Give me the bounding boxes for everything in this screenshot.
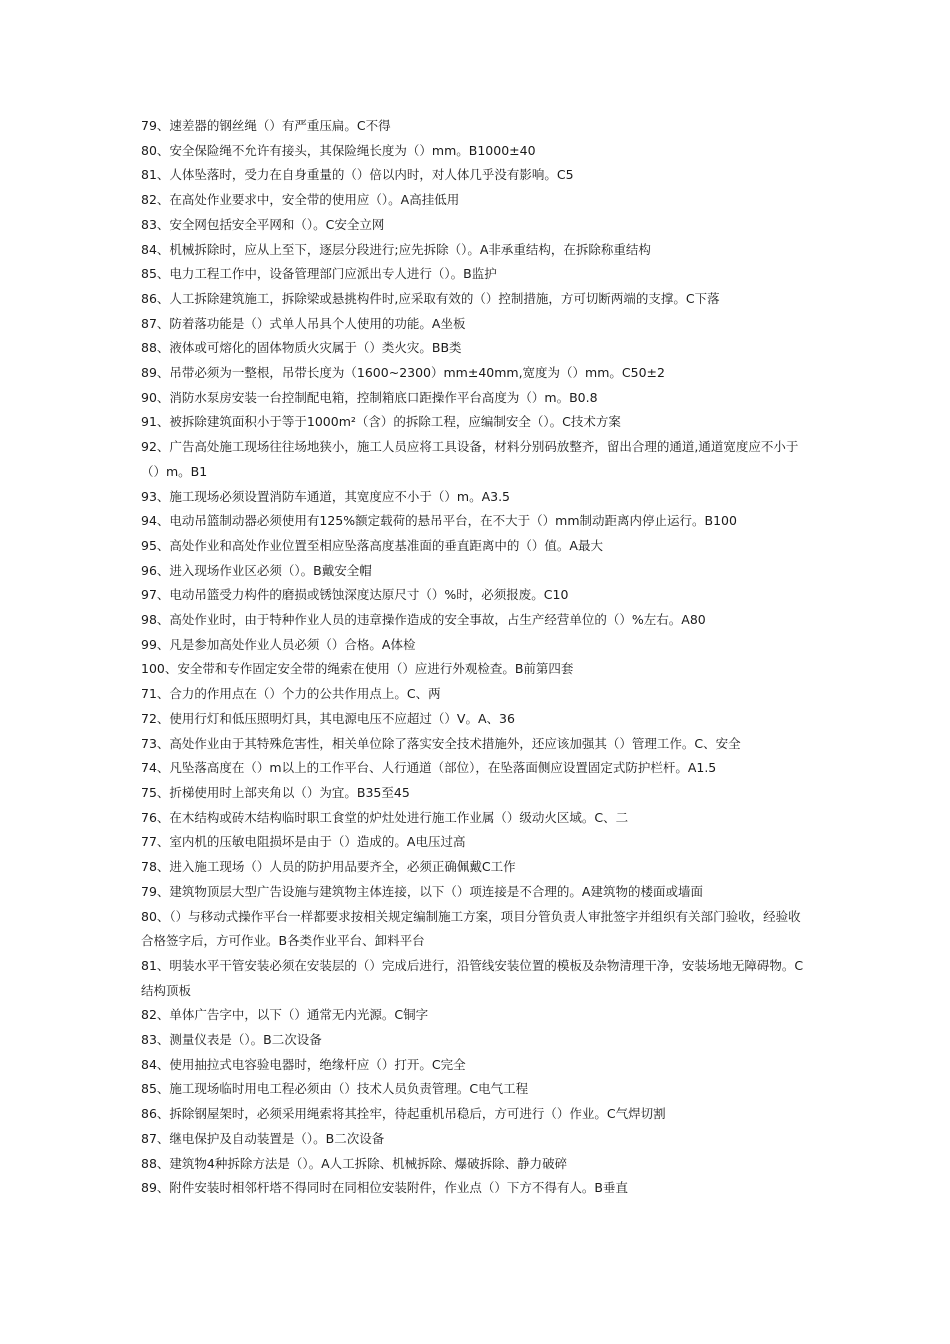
question-line: 91、被拆除建筑面积小于等于1000m²（含）的拆除工程，应编制安全（）。C技术方案 — [141, 414, 621, 430]
question-line: 84、使用抽拉式电容验电器时，绝缘杆应（）打开。C完全 — [141, 1056, 466, 1072]
question-line: 95、高处作业和高处作业位置至相应坠落高度基准面的垂直距离中的（）值。A最大 — [141, 537, 603, 553]
question-line: 87、继电保护及自动装置是（）。B二次设备 — [141, 1130, 385, 1146]
question-line: 84、机械拆除时，应从上至下，逐层分段进行;应先拆除（）。A非承重结构，在拆除称重结构 — [141, 241, 651, 257]
question-line: 87、防着落功能是（）式单人吊具个人使用的功能。A坐板 — [141, 315, 466, 331]
question-line: 96、进入现场作业区必须（）。B戴安全帽 — [141, 562, 372, 578]
question-line: 74、凡坠落高度在（）m以上的工作平台、人行通道（部位），在坠落面侧应设置固定式防护栏杆。A1.5 — [141, 760, 717, 776]
question-line: 76、在木结构或砖木结构临时职工食堂的炉灶处进行施工作业属（）级动火区域。C、二 — [141, 809, 629, 825]
question-line: 98、高处作业时，由于特种作业人员的违章操作造成的安全事故，占生产经营单位的（）%左右。A80 — [141, 612, 706, 628]
question-line: 88、液体或可熔化的固体物质火灾属于（）类火灾。BB类 — [141, 340, 462, 356]
question-line: 97、电动吊篮受力构件的磨损或锈蚀深度达原尺寸（）%时，必须报废。C10 — [141, 587, 569, 603]
question-line: 85、电力工程工作中，设备管理部门应派出专人进行（）。B监护 — [141, 266, 497, 282]
question-line: 79、速差器的钢丝绳（）有严重压扁。C不得 — [141, 118, 391, 133]
question-line: 90、消防水泵房安装一台控制配电箱，控制箱底口距操作平台高度为（）m。B0.8 — [141, 389, 598, 405]
document-body — [141, 114, 813, 1201]
question-line: 92、广告高处施工现场往往场地狭小，施工人员应将工具设备，材料分别码放整齐，留出合理的通道,通道宽度应不小于（）m。B1 — [141, 439, 799, 479]
question-line: 94、电动吊篮制动器必须使用有125%额定载荷的悬吊平台，在不大于（）mm制动距离内停止运行。B100 — [141, 513, 737, 529]
question-line: 73、高处作业由于其特殊危害性，相关单位除了落实安全技术措施外，还应该加强其（）管理工作。C、安全 — [141, 735, 741, 751]
question-line: 82、在高处作业要求中，安全带的使用应（）。A高挂低用 — [141, 192, 460, 208]
question-line: 80、安全保险绳不允许有接头，其保险绳长度为（）mm。B1000±40 — [141, 142, 536, 158]
question-line: 75、折梯使用时上部夹角以（）为宜。B35至45 — [141, 784, 410, 800]
question-line: 83、测量仪表是（）。B二次设备 — [141, 1032, 322, 1048]
question-line: 81、明装水平干管安装必须在安装层的（）完成后进行，沿管线安装位置的模板及杂物清理干净，安装场地无障碍物。C结构顶板 — [141, 957, 804, 998]
question-line: 88、建筑物4种拆除方法是（）。A人工拆除、机械拆除、爆破拆除、静力破碎 — [141, 1155, 568, 1171]
question-line: 85、施工现场临时用电工程必须由（）技术人员负责管理。C电气工程 — [141, 1081, 529, 1097]
question-line: 82、单体广告字中，以下（）通常无内光源。C铜字 — [141, 1007, 429, 1023]
question-line: 78、进入施工现场（）人员的防护用品要齐全，必须正确佩戴C工作 — [141, 859, 516, 875]
question-line: 86、人工拆除建筑施工，拆除梁或悬挑构件时,应采取有效的（）控制措施，方可切断两端的支撑。C下落 — [141, 290, 720, 306]
question-line: 71、合力的作用点在（）个力的公共作用点上。C、两 — [141, 686, 441, 702]
question-line: 80、（）与移动式操作平台一样都要求按相关规定编制施工方案，项目分管负责人审批签字并组织有关部门验收，经验收合格签字后，方可作业。B各类作业平台、卸料平台 — [141, 908, 801, 949]
question-line: 89、吊带必须为一整根，吊带长度为（1600~2300）mm±40mm,宽度为（）mm。C50±2 — [141, 365, 665, 381]
question-line: 79、建筑物顶层大型广告设施与建筑物主体连接，以下（）项连接是不合理的。A建筑物的楼面或墙面 — [141, 883, 703, 899]
question-line: 81、人体坠落时，受力在自身重量的（）倍以内时，对人体几乎没有影响。C5 — [141, 167, 574, 183]
question-line: 89、附件安装时相邻杆塔不得同时在同相位安装附件，作业点（）下方不得有人。B垂直 — [141, 1180, 628, 1196]
question-line: 99、凡是参加高处作业人员必须（）合格。A体检 — [141, 636, 416, 652]
question-line: 86、拆除钢屋架时，必须采用绳索将其拴牢，待起重机吊稳后，方可进行（）作业。C气焊切割 — [141, 1106, 666, 1122]
question-line: 83、安全网包括安全平网和（）。C安全立网 — [141, 216, 385, 232]
question-line: 77、室内机的压敏电阻损坏是由于（）造成的。A电压过高 — [141, 834, 466, 850]
question-line: 93、施工现场必须设置消防车通道，其宽度应不小于（）m。A3.5 — [141, 488, 511, 504]
question-line: 100、安全带和专作固定安全带的绳索在使用（）应进行外观检查。B前第四套 — [141, 661, 574, 677]
question-line: 72、使用行灯和低压照明灯具，其电源电压不应超过（）V。A、36 — [141, 710, 515, 726]
